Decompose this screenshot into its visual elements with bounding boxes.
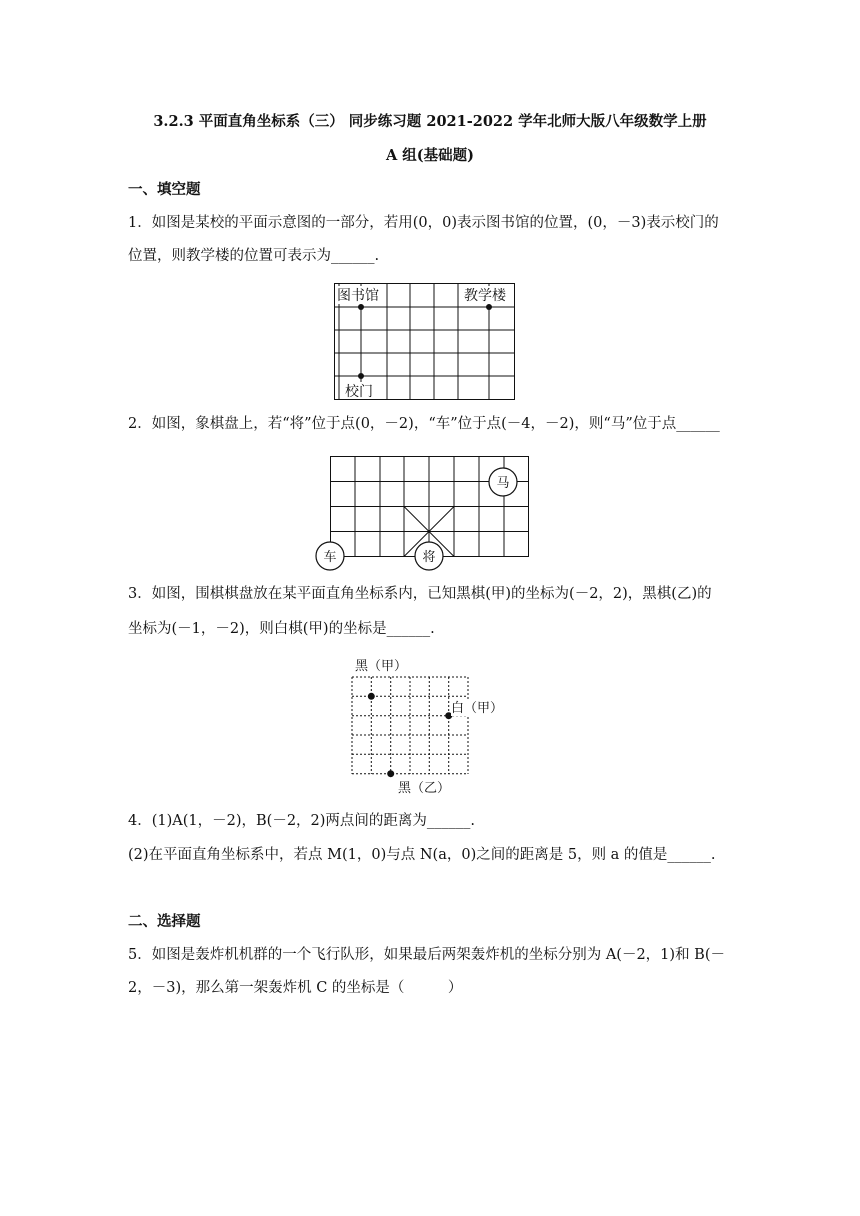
- horse-label: 马: [496, 476, 510, 491]
- white-a-label: 白（甲）: [451, 701, 504, 716]
- question-2-line-1: 2．如图，象棋盘上，若“将”位于点(0，－2)，“车”位于点(－4，－2)，则“马”位于点______: [128, 416, 720, 432]
- question-3-line-1: 3．如图，围棋棋盘放在某平面直角坐标系内，已知黑棋(甲)的坐标为(－2，2)，黑棋(乙)的: [128, 586, 712, 602]
- question-5-line-1: 5．如图是轰炸机机群的一个飞行队形，如果最后两架轰炸机的坐标分别为 A(－2，1)和 B(－: [128, 947, 725, 963]
- campus-map-figure: [334, 283, 516, 403]
- section-heading-fill-in: 一、填空题: [128, 181, 201, 198]
- black-b-label: 黑（乙）: [398, 781, 451, 796]
- question-1-line-1: 1．如图是某校的平面示意图的一部分，若用(0，0)表示图书馆的位置，(0，－3)表示校门的: [128, 215, 719, 231]
- document-title: 3.2.3 平面直角坐标系（三） 同步练习题 2021-2022 学年北师大版八年级数学上册: [153, 113, 707, 130]
- chariot-piece: [316, 542, 344, 570]
- horse-piece: [489, 468, 517, 496]
- chess-board-figure: [312, 452, 534, 574]
- teaching-building-label: 教学楼: [464, 288, 506, 304]
- question-1-line-2: 位置，则教学楼的位置可表示为______.: [128, 248, 380, 264]
- chariot-label: 车: [323, 550, 337, 565]
- question-4-line-1: 4．(1)A(1，－2)，B(－2，2)两点间的距离为______.: [128, 813, 476, 829]
- black-b-stone: [387, 770, 394, 777]
- question-5-line-2: 2，－3)，那么第一架轰炸机 C 的坐标是（ ）: [128, 980, 463, 996]
- library-label: 图书馆: [337, 288, 379, 304]
- go-board-figure: [345, 654, 520, 799]
- school-gate-point: [358, 373, 364, 379]
- general-piece: [415, 542, 443, 570]
- general-label: 将: [422, 550, 436, 565]
- section-heading-multiple-choice: 二、选择题: [128, 913, 201, 930]
- question-3-line-2: 坐标为(－1，－2)，则白棋(甲)的坐标是______.: [128, 621, 435, 637]
- black-a-label: 黑（甲）: [355, 659, 408, 674]
- group-label: A 组(基础题): [385, 147, 475, 164]
- teaching-building-point: [486, 304, 492, 310]
- library-point: [358, 304, 364, 310]
- question-4-line-2: (2)在平面直角坐标系中，若点 M(1，0)与点 N(a，0)之间的距离是 5，则 a 的值是______.: [128, 847, 716, 863]
- school-gate-label: 校门: [345, 384, 373, 400]
- black-a-stone: [368, 693, 375, 700]
